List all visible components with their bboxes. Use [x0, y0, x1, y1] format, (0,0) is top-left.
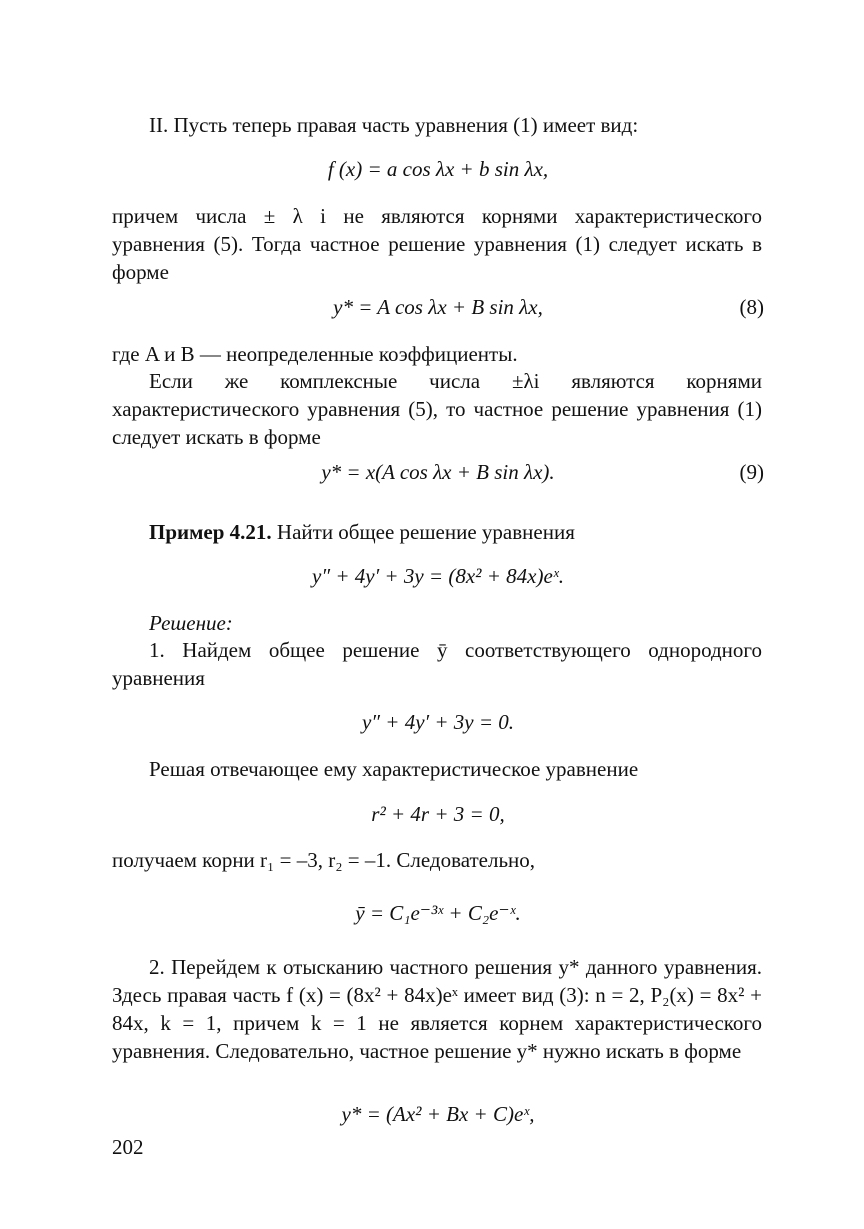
formula-example: y″ + 4y′ + 3y = (8x² + 84x)eˣ.	[312, 564, 564, 588]
formula-f: f (x) = a cos λx + b sin λx,	[327, 157, 549, 181]
step-2-text: 2. Перейдем к отысканию частного решения y* данного уравнения. Здесь правая часть f (x) = (8x² + 84x)eˣ имеет вид (3): n = 2, P₂(x) = 8x² + 84x, k = 1, причем k = 1 не является корнем характеристического уравнения. Следовательно, частное решение y* нужно искать в форме	[112, 955, 762, 1063]
page-number: 202	[112, 1135, 144, 1159]
formula-8	[112, 293, 764, 321]
formula-9-body: y* = x(A cos λx + B sin λx).	[321, 460, 555, 484]
example-heading	[112, 518, 762, 546]
paragraph-roots-values: получаем корни r₁ = –3, r₂ = –1. Следовательно,	[112, 848, 536, 872]
formula-8-body: y* = A cos λx + B sin λx,	[333, 295, 543, 319]
paragraph-characteristic: Решая отвечающее ему характеристическое уравнение	[149, 757, 639, 781]
paragraph-coefficients: где A и B — неопределенные коэффициенты.	[112, 342, 518, 366]
formula-characteristic: r² + 4r + 3 = 0,	[371, 802, 505, 826]
equation-number-8: (8)	[739, 295, 764, 319]
paragraph-complex: Если же комплексные числа ±λi являются корнями характеристического уравнения (5), то частное решение уравнения (1) следует искать в форме	[112, 369, 762, 449]
step-1-text: 1. Найдем общее решение ȳ соответствующего однородного уравнения	[112, 638, 762, 690]
solution-label: Решение:	[149, 611, 233, 635]
paragraph-roots: причем числа ± λ i не являются корнями характеристического уравнения (5). Тогда частное решение уравнения (1) следует искать в форме	[112, 204, 762, 284]
formula-homogeneous: y″ + 4y′ + 3y = 0.	[361, 710, 515, 734]
formula-general-solution: ȳ = C₁e⁻³ˣ + C₂e⁻ˣ.	[355, 901, 521, 925]
equation-number-9: (9)	[739, 460, 764, 484]
example-text: Найти общее решение уравнения	[271, 520, 575, 544]
example-label: Пример 4.21.	[149, 520, 272, 544]
formula-partial-solution: y* = (Ax² + Bx + C)eˣ,	[341, 1102, 535, 1126]
section-intro: II. Пусть теперь правая часть уравнения (1) имеет вид:	[149, 113, 639, 137]
formula-9	[112, 458, 764, 486]
